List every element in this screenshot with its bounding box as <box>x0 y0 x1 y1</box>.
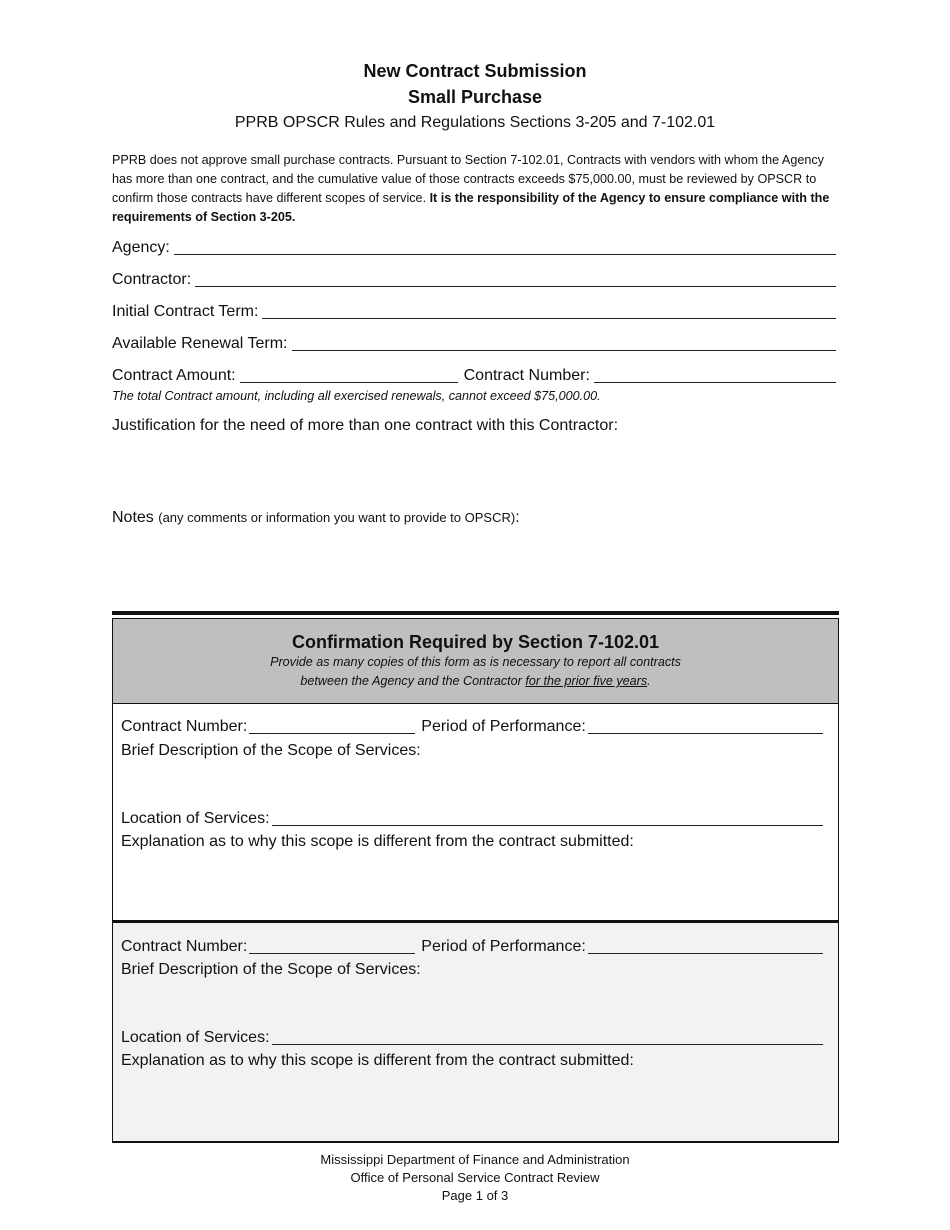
notes-colon: : <box>515 509 520 526</box>
contractor-field[interactable] <box>112 270 836 290</box>
entry-1-scope-label: Brief Description of the Scope of Services: <box>121 742 421 759</box>
entry-1-location-line[interactable] <box>272 809 823 826</box>
entry-2-scope-label: Brief Description of the Scope of Services: <box>121 961 421 978</box>
footer-office: Office of Personal Service Contract Review <box>350 1170 600 1185</box>
contract-amount-input-line[interactable] <box>240 366 458 383</box>
page-footer <box>0 1151 950 1205</box>
regulation-reference: PPRB OPSCR Rules and Regulations Sections 3-205 and 7-102.01 <box>234 114 716 131</box>
entry-2-location-label: Location of Services: <box>121 1029 270 1046</box>
entry-2-period-label: Period of Performance: <box>421 938 586 955</box>
entry-2-contract-number-label: Contract Number: <box>121 938 248 955</box>
entry-2-period-line[interactable] <box>588 937 823 954</box>
renewal-term-field[interactable] <box>112 334 836 354</box>
contract-number-input-line[interactable] <box>594 366 836 383</box>
initial-term-input-line[interactable] <box>262 302 836 319</box>
entry-2-contract-number-line[interactable] <box>249 937 415 954</box>
form-header <box>0 58 950 134</box>
agency-label: Agency: <box>112 239 170 256</box>
initial-term-field[interactable] <box>112 302 836 322</box>
confirmation-instruction-2 <box>113 672 838 691</box>
contract-entry-block-2 <box>112 923 839 1143</box>
agency-input-line[interactable] <box>174 238 836 255</box>
initial-term-label: Initial Contract Term: <box>112 303 259 320</box>
confirmation-title: Confirmation Required by Section 7-102.01 <box>291 632 660 652</box>
entry-2-explanation-label: Explanation as to why this scope is different from the contract submitted: <box>121 1052 634 1069</box>
footer-department: Mississippi Department of Finance and Administration <box>320 1152 630 1167</box>
contractor-input-line[interactable] <box>195 270 836 287</box>
intro-bold-text: It is the responsibility of the Agency to ensure compliance with the requirements of Section 3-205. <box>112 191 830 224</box>
page-number: Page 1 of 3 <box>441 1188 509 1203</box>
notes-hint: (any comments or information you want to provide to OPSCR) <box>158 510 516 525</box>
entry-1-contract-number-label: Contract Number: <box>121 718 248 735</box>
entry-2-location-line[interactable] <box>272 1028 823 1045</box>
entry-1-location-row[interactable] <box>121 809 823 829</box>
entry-1-location-label: Location of Services: <box>121 810 270 827</box>
justification-label: Justification for the need of more than one contract with this Contractor: <box>112 417 619 434</box>
entry-2-location-row[interactable] <box>121 1028 823 1048</box>
notes-label-row <box>112 508 520 528</box>
entry-1-number-period-row[interactable] <box>121 717 823 737</box>
confirmation-header <box>112 618 839 705</box>
amount-limit-note: The total Contract amount, including all exercised renewals, cannot exceed $75,000.00. <box>112 389 601 403</box>
contract-amount-label: Contract Amount: <box>112 367 236 384</box>
entry-1-explanation-label: Explanation as to why this scope is different from the contract submitted: <box>121 833 634 850</box>
renewal-term-label: Available Renewal Term: <box>112 335 288 352</box>
confirmation-instruction-1: Provide as many copies of this form as is necessary to report all contracts <box>270 655 681 669</box>
instruction-prefix: between the Agency and the Contractor <box>300 674 526 688</box>
renewal-term-input-line[interactable] <box>292 334 837 351</box>
section-divider <box>112 611 839 615</box>
form-subtitle: Small Purchase <box>407 87 543 107</box>
entry-1-period-label: Period of Performance: <box>421 718 586 735</box>
amount-number-row[interactable] <box>112 366 836 386</box>
agency-field[interactable] <box>112 238 836 258</box>
instruction-underlined: for the prior five years <box>525 674 648 688</box>
form-title: New Contract Submission <box>363 61 587 81</box>
intro-text: PPRB does not approve small purchase contracts. Pursuant to Section 7-102.01, Contracts with vendors with whom the Agency has more than one contract, and the cumulative value of those contracts exceeds $75,000.00, must be reviewed by OPSCR to confirm those contracts have different scopes of service. <box>112 153 824 205</box>
instruction-suffix: . <box>647 674 651 688</box>
contractor-label: Contractor: <box>112 271 192 288</box>
entry-2-number-period-row[interactable] <box>121 937 823 957</box>
notes-label: Notes <box>112 509 154 526</box>
entry-1-contract-number-line[interactable] <box>249 717 415 734</box>
contract-entry-block-1 <box>112 704 839 923</box>
entry-1-period-line[interactable] <box>588 717 823 734</box>
contract-number-label: Contract Number: <box>463 367 590 384</box>
intro-paragraph <box>112 151 840 227</box>
